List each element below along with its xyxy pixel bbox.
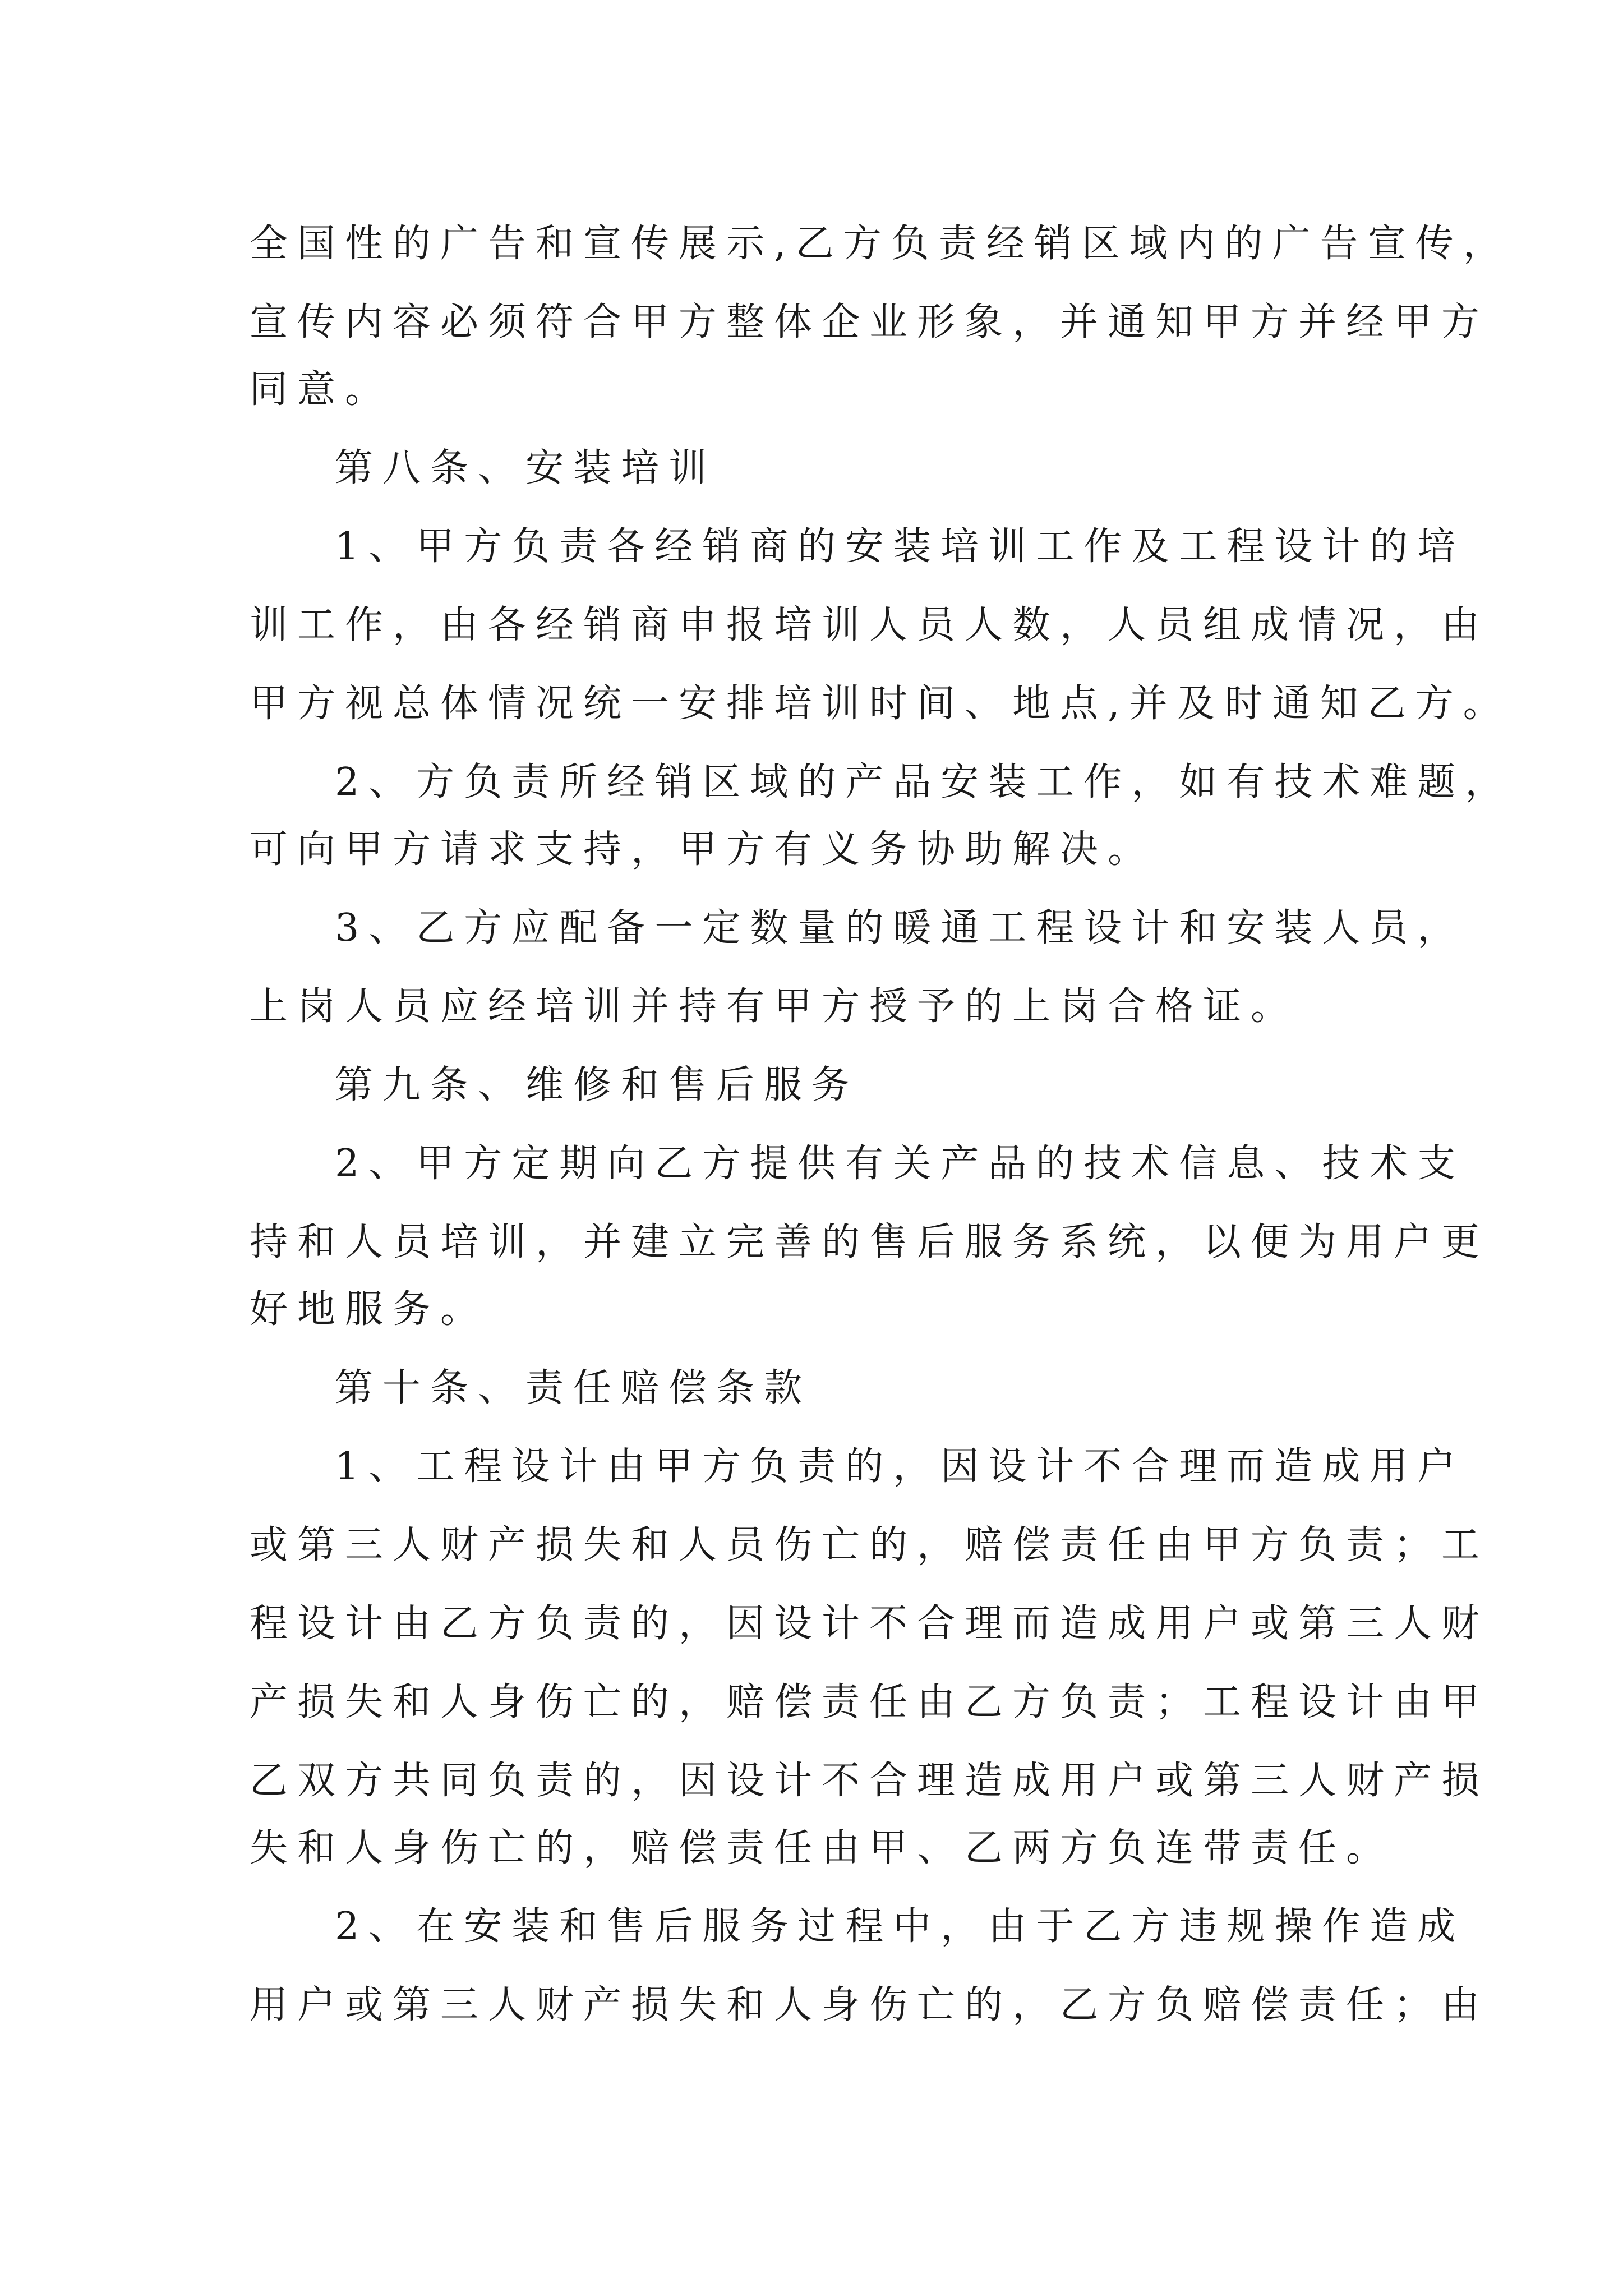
- section-heading: 第十条、责任赔偿条款: [335, 1366, 812, 1410]
- section-heading: 第九条、维修和售后服务: [335, 1063, 860, 1107]
- text-line: 产损失和人身伤亡的，赔偿责任由乙方负责；工程设计由甲: [250, 1680, 1490, 1724]
- text-line: 程设计由乙方负责的，因设计不合理而造成用户或第三人财: [250, 1602, 1490, 1646]
- text-line: 或第三人财产损失和人员伤亡的，赔偿责任由甲方负责；工: [250, 1523, 1490, 1567]
- text-line: 1、甲方负责各经销商的安装培训工作及工程设计的培: [335, 524, 1465, 569]
- text-line: 同意。: [250, 367, 393, 412]
- text-line: 用户或第三人财产损失和人身伤亡的，乙方负赔偿责任；由: [250, 1983, 1490, 2027]
- text-line: 3、乙方应配备一定数量的暖通工程设计和安装人员，: [335, 906, 1465, 950]
- text-line: 甲方视总体情况统一安排培训时间、地点,并及时通知乙方。: [250, 682, 1511, 726]
- text-line: 乙双方共同负责的，因设计不合理造成用户或第三人财产损: [250, 1759, 1490, 1803]
- text-line: 训工作，由各经销商申报培训人员人数，人员组成情况，由: [250, 603, 1490, 647]
- text-line: 失和人身伤亡的，赔偿责任由甲、乙两方负连带责任。: [250, 1826, 1394, 1870]
- text-line: 1、工程设计由甲方负责的，因设计不合理而造成用户: [335, 1444, 1465, 1489]
- text-line: 2、甲方定期向乙方提供有关产品的技术信息、技术支: [335, 1142, 1465, 1186]
- text-line: 2、方负责所经销区域的产品安装工作，如有技术难题，: [335, 760, 1513, 804]
- text-line: 好地服务。: [250, 1287, 488, 1332]
- text-line: 全国性的广告和宣传展示,乙方负责经销区域内的广告宣传，: [250, 222, 1511, 266]
- text-line: 可向甲方请求支持，甲方有义务协助解决。: [250, 827, 1156, 872]
- text-line: 宣传内容必须符合甲方整体企业形象，并通知甲方并经甲方: [250, 300, 1490, 344]
- text-line: 持和人员培训，并建立完善的售后服务系统，以便为用户更: [250, 1220, 1490, 1264]
- section-heading: 第八条、安装培训: [335, 446, 717, 490]
- text-line: 上岗人员应经培训并持有甲方授予的上岗合格证。: [250, 984, 1299, 1029]
- text-line: 2、在安装和售后服务过程中，由于乙方违规操作造成: [335, 1904, 1465, 1949]
